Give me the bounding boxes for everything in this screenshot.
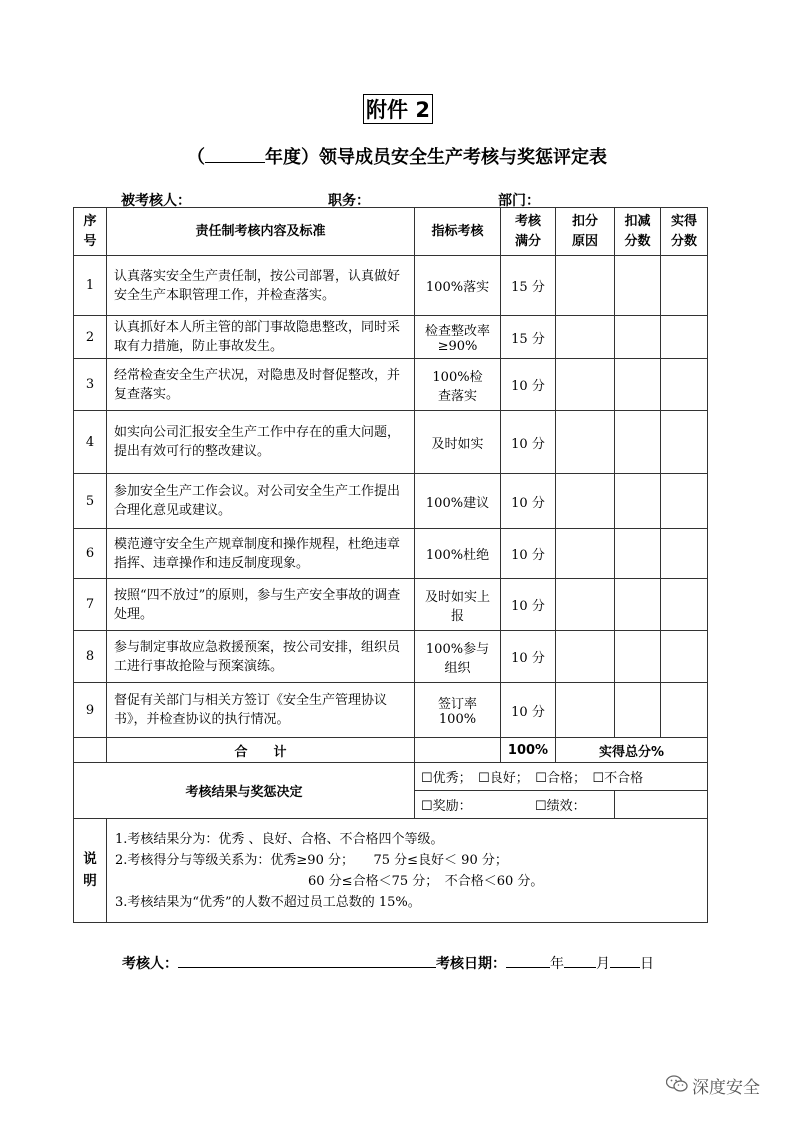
actual-score-cell[interactable]: [661, 683, 708, 738]
merit-option[interactable]: ☐绩效：: [615, 791, 708, 819]
table-header-row: [74, 208, 708, 256]
table-row: [74, 474, 708, 529]
page-title: [0, 143, 794, 169]
deduct-points-cell[interactable]: [615, 529, 661, 579]
table-row: [74, 411, 708, 474]
row-score: 10 分: [501, 411, 556, 474]
wechat-icon: [666, 1075, 688, 1097]
total-row: [74, 738, 708, 763]
title-text: 年度）领导成员安全生产考核与奖惩评定表: [265, 147, 607, 168]
row-indicator: 检查整改率≥90%: [415, 316, 501, 359]
row-content: 参加安全生产工作会议。对公司安全生产工作提出合理化意见或建议。: [107, 474, 415, 529]
actual-score-cell[interactable]: [661, 474, 708, 529]
position-label: 职务：: [328, 193, 370, 209]
table-row: [74, 631, 708, 683]
deduct-reason-cell[interactable]: [556, 683, 615, 738]
header-actual-score: 实得 分数: [661, 208, 708, 256]
row-content: 认真落实安全生产责任制，按公司部署，认真做好安全生产本职管理工作，并检查落实。: [107, 256, 415, 316]
row-content: 模范遵守安全生产规章制度和操作规程，杜绝违章指挥、违章操作和违反制度现象。: [107, 529, 415, 579]
row-content: 督促有关部门与相关方签订《安全生产管理协议书》，并检查协议的执行情况。: [107, 683, 415, 738]
month-label: 月: [596, 956, 610, 972]
date-label: 考核日期：: [436, 956, 506, 972]
deduct-points-cell[interactable]: [615, 474, 661, 529]
row-seq: 2: [74, 316, 107, 359]
row-score: 10 分: [501, 529, 556, 579]
year-field[interactable]: [506, 953, 550, 968]
row-indicator: 及时如实上报: [415, 579, 501, 631]
attachment-label: 附件 2: [363, 94, 433, 124]
deduct-points-cell[interactable]: [615, 631, 661, 683]
day-label: 日: [640, 956, 654, 972]
deduct-reason-cell[interactable]: [556, 529, 615, 579]
row-content: 如实向公司汇报安全生产工作中存在的重大问题，提出有效可行的整改建议。: [107, 411, 415, 474]
deduct-reason-cell[interactable]: [556, 411, 615, 474]
total-label: 合 计: [107, 738, 415, 763]
row-indicator: 100%参与组织: [415, 631, 501, 683]
row-indicator: 签订率100%: [415, 683, 501, 738]
header-indicator: 指标考核: [415, 208, 501, 256]
row-score: 10 分: [501, 359, 556, 411]
row-seq: 8: [74, 631, 107, 683]
actual-score-cell[interactable]: [661, 631, 708, 683]
result-label: 考核结果与奖惩决定: [74, 763, 415, 819]
note-1: 1.考核结果分为：优秀 、良好、合格、不合格四个等级。: [115, 831, 444, 847]
watermark: [666, 1073, 760, 1098]
month-field[interactable]: [564, 953, 596, 968]
row-score: 10 分: [501, 631, 556, 683]
row-seq: 5: [74, 474, 107, 529]
actual-score-cell[interactable]: [661, 411, 708, 474]
row-content: 按照“四不放过”的原则，参与生产安全事故的调查处理。: [107, 579, 415, 631]
actual-score-cell[interactable]: [661, 579, 708, 631]
deduct-points-cell[interactable]: [615, 256, 661, 316]
row-seq: 4: [74, 411, 107, 474]
notes-row: [74, 819, 708, 923]
header-seq: 序 号: [74, 208, 107, 256]
year-blank: [205, 146, 265, 163]
result-options[interactable]: ☐优秀； ☐良好； ☐合格； ☐不合格: [415, 763, 708, 791]
examiner-blank[interactable]: [178, 953, 436, 968]
deduct-reason-cell[interactable]: [556, 474, 615, 529]
actual-score-cell[interactable]: [661, 316, 708, 359]
assessment-table: [73, 207, 708, 923]
note-3: 3.考核结果为“优秀”的人数不超过员工总数的 15%。: [115, 894, 421, 910]
header-deduct-reason: 扣分 原因: [556, 208, 615, 256]
note-2: 2.考核得分与等级关系为：优秀≥90 分； 75 分≤良好＜ 90 分；: [115, 852, 508, 868]
deduct-points-cell[interactable]: [615, 579, 661, 631]
department-label: 部门：: [498, 193, 540, 209]
row-indicator: 100%落实: [415, 256, 501, 316]
header-deduct-points: 扣减 分数: [615, 208, 661, 256]
examinee-label: 被考核人：: [121, 193, 191, 209]
deduct-reason-cell[interactable]: [556, 256, 615, 316]
row-indicator: 100%检查落实: [415, 359, 501, 411]
deduct-points-cell[interactable]: [615, 316, 661, 359]
table-row: [74, 579, 708, 631]
deduct-reason-cell[interactable]: [556, 316, 615, 359]
deduct-reason-cell[interactable]: [556, 579, 615, 631]
actual-score-cell[interactable]: [661, 529, 708, 579]
row-score: 15 分: [501, 316, 556, 359]
header-content: 责任制考核内容及标准: [107, 208, 415, 256]
deduct-reason-cell[interactable]: [556, 631, 615, 683]
row-seq: 6: [74, 529, 107, 579]
deduct-points-cell[interactable]: [615, 411, 661, 474]
actual-score-cell[interactable]: [661, 256, 708, 316]
row-score: 10 分: [501, 474, 556, 529]
row-score: 15 分: [501, 256, 556, 316]
total-score: 100%: [501, 738, 556, 763]
row-seq: 7: [74, 579, 107, 631]
row-score: 10 分: [501, 579, 556, 631]
table-row: [74, 316, 708, 359]
actual-total: 实得总分%: [556, 738, 708, 763]
notes-label: 说明: [74, 819, 107, 923]
notes-content: [107, 819, 708, 923]
watermark-text: 深度安全: [692, 1078, 760, 1098]
row-content: 经常检查安全生产状况，对隐患及时督促整改，并复查落实。: [107, 359, 415, 411]
deduct-reason-cell[interactable]: [556, 359, 615, 411]
reward-option[interactable]: ☐奖励：: [415, 791, 615, 819]
header-full-score: 考核 满分: [501, 208, 556, 256]
day-field[interactable]: [610, 953, 640, 968]
title-prefix: （: [187, 147, 205, 168]
deduct-points-cell[interactable]: [615, 359, 661, 411]
row-score: 10 分: [501, 683, 556, 738]
deduct-points-cell[interactable]: [615, 683, 661, 738]
table-row: [74, 683, 708, 738]
row-content: 参与制定事故应急救援预案，按公司安排，组织员工进行事故抢险与预案演练。: [107, 631, 415, 683]
table-row: [74, 359, 708, 411]
row-indicator: 100%杜绝: [415, 529, 501, 579]
year-label: 年: [550, 956, 564, 972]
row-content: 认真抓好本人所主管的部门事故隐患整改，同时采取有力措施，防止事故发生。: [107, 316, 415, 359]
examiner-label: 考核人：: [122, 956, 178, 972]
actual-score-cell[interactable]: [661, 359, 708, 411]
result-row: [74, 763, 708, 791]
row-indicator: 100%建议: [415, 474, 501, 529]
table-row: [74, 529, 708, 579]
row-seq: 3: [74, 359, 107, 411]
signature-line: [122, 953, 654, 973]
row-seq: 9: [74, 683, 107, 738]
table-row: [74, 256, 708, 316]
row-indicator: 及时如实: [415, 411, 501, 474]
row-seq: 1: [74, 256, 107, 316]
note-2-cont: 60 分≤合格＜75 分； 不合格＜60 分。: [308, 873, 544, 889]
